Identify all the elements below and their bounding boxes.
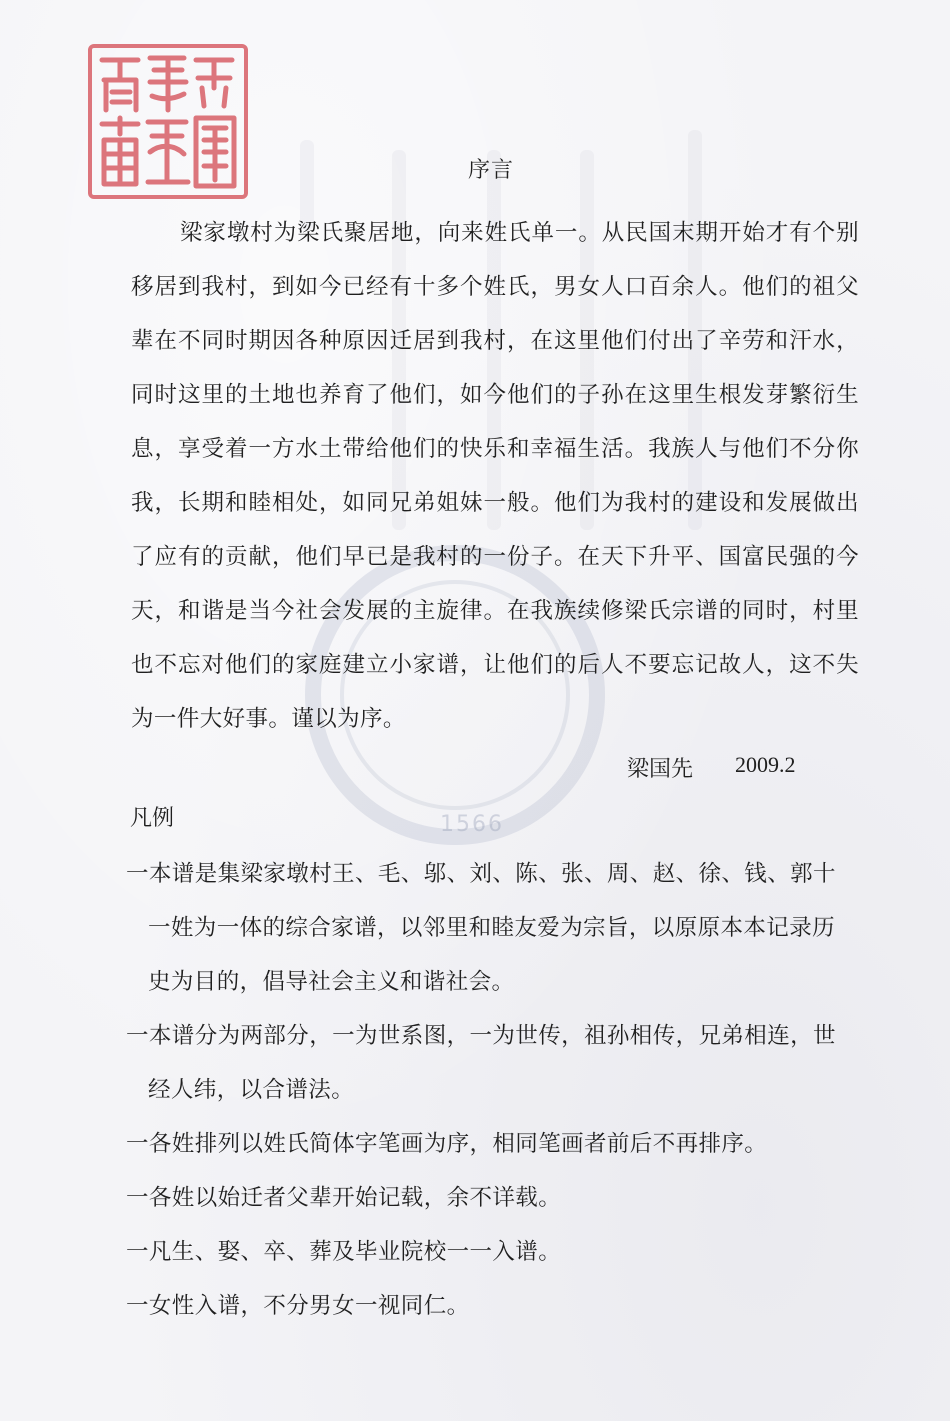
red-seal-stamp-icon bbox=[88, 44, 248, 199]
preface-author: 梁国先 bbox=[627, 757, 694, 782]
rule-item: 一各姓以始迁者父辈开始记载，余不详载。 bbox=[126, 1185, 562, 1211]
rules-heading: 凡例 bbox=[130, 806, 175, 831]
rule-item: 一本谱是集梁家墩村王、毛、邬、刘、陈、张、周、赵、徐、钱、郭十一姓为一体的综合家谱，以邻里和睦友爱为宗旨，以原原本本记录历史为目的，倡导社会主义和谐社会。 bbox=[126, 861, 836, 995]
rule-item: 一凡生、娶、卒、葬及毕业院校一一入谱。 bbox=[126, 1239, 562, 1265]
preface-date: 2009.2 bbox=[735, 752, 796, 777]
seal-glyph-strokes bbox=[92, 48, 244, 195]
preface-title: 序言 bbox=[468, 158, 515, 183]
rule-item: 一各姓排列以姓氏简体字笔画为序，相同笔画者前后不再排序。 bbox=[126, 1131, 768, 1157]
watermark-year: 1566 bbox=[440, 812, 504, 837]
preface-body: 梁家墩村为梁氏聚居地，向来姓氏单一。从民国末期开始才有个别移居到我村，到如今已经有十多个姓氏，男女人口百余人。他们的祖父辈在不同时期因各种原因迁居到我村，在这里他们付出了辛劳和汗水，同时这里的土地也养育了他们，如今他们的子孙在这里生根发芽繁衍生息，享受着一方水土带给他们的快乐和幸福生活。我族人与他们不分你我，长期和睦相处，如同兄弟姐妹一般。他们为我村的建设和发展做出了应有的贡献，他们早已是我村的一份子。在天下升平、国富民强的今天，和谐是当今社会发展的主旋律。在我族续修梁氏宗谱的同时，村里也不忘对他们的家庭建立小家谱，让他们的后人不要忘记故人，这不失为一件大好事。谨以为序。 bbox=[131, 220, 859, 732]
rule-item: 一本谱分为两部分，一为世系图，一为世传，祖孙相传，兄弟相连，世经人纬，以合谱法。 bbox=[126, 1023, 836, 1103]
rule-item: 一女性入谱，不分男女一视同仁。 bbox=[126, 1293, 470, 1319]
